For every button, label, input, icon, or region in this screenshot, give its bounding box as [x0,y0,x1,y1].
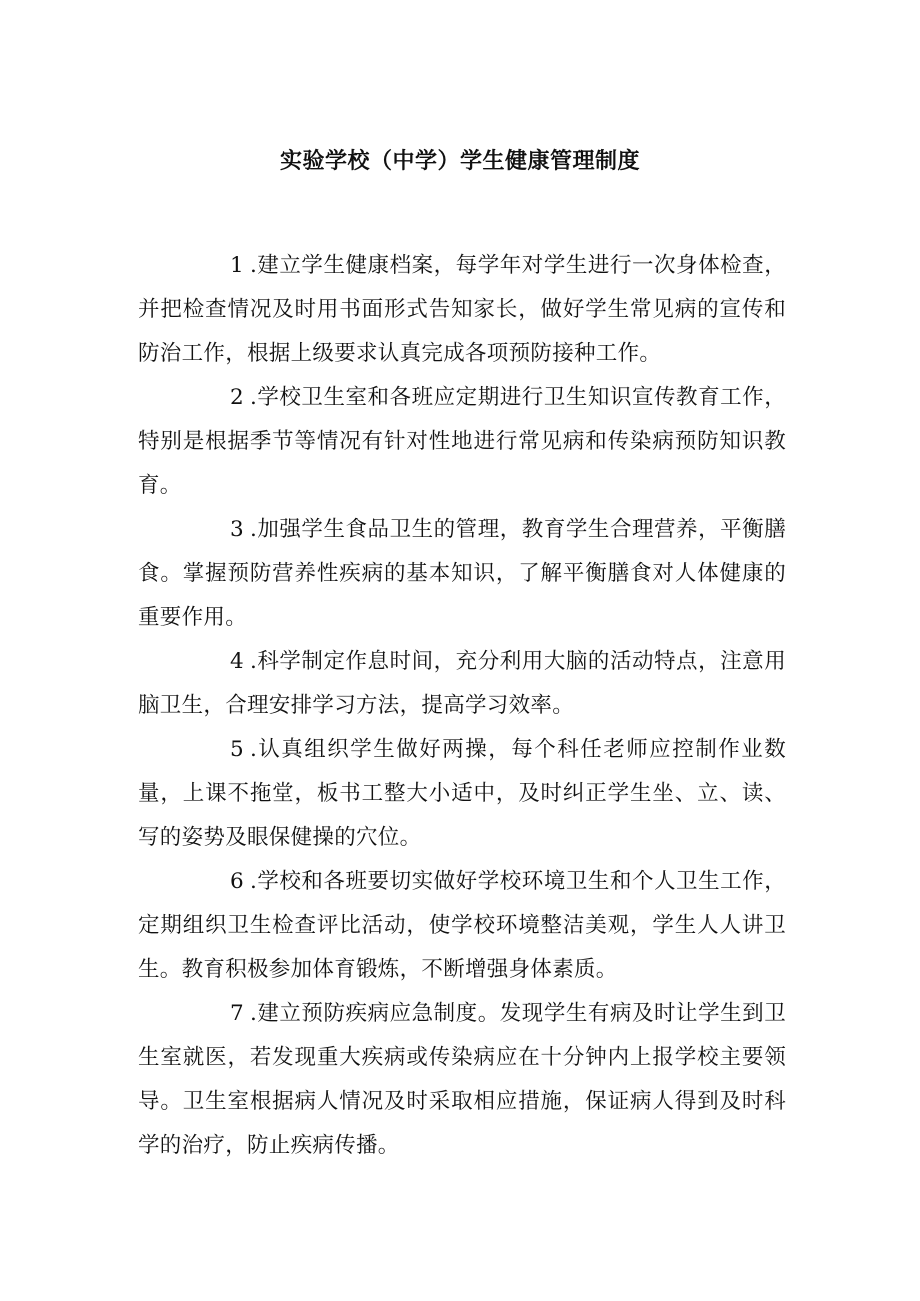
paragraph-7 [138,992,786,1168]
paragraph-number: 4 [230,649,244,674]
paragraph-number: 7 [230,1001,244,1026]
paragraph-text: .加强学生食品卫生的管理，教育学生合理营养，平衡膳食。掌握预防营养性疾病的基本知识，了解平衡膳食对人体健康的重要作用。 [138,517,786,630]
paragraph-3 [138,508,786,640]
paragraph-4 [138,640,786,728]
paragraph-number: 6 [230,869,244,894]
paragraph-text: .科学制定作息时间，充分利用大脑的活动特点，注意用脑卫生，合理安排学习方法，提高学习效率。 [138,649,786,718]
paragraph-text: .学校和各班要切实做好学校环境卫生和个人卫生工作，定期组织卫生检查评比活动，使学校环境整洁美观，学生人人讲卫生。教育积极参加体育锻炼，不断增强身体素质。 [138,869,786,982]
paragraph-text: .学校卫生室和各班应定期进行卫生知识宣传教育工作，特别是根据季节等情况有针对性地进行常见病和传染病预防知识教育。 [138,385,786,498]
document-body [138,244,786,1168]
document-title: 实验学校（中学）学生健康管理制度 [279,149,640,174]
paragraph-1 [138,244,786,376]
paragraph-number: 5 [230,737,244,762]
paragraph-number: 1 [230,253,244,278]
paragraph-5 [138,728,786,860]
paragraph-text: .建立学生健康档案，每学年对学生进行一次身体检查，并把检查情况及时用书面形式告知家长，做好学生常见病的宣传和防治工作，根据上级要求认真完成各项预防接种工作。 [138,253,786,366]
paragraph-2 [138,376,786,508]
paragraph-text: .建立预防疾病应急制度。发现学生有病及时让学生到卫生室就医，若发现重大疾病或传染病应在十分钟内上报学校主要领导。卫生室根据病人情况及时采取相应措施，保证病人得到及时科学的治疗，防止疾病传播。 [138,1001,786,1158]
paragraph-number: 2 [230,385,244,410]
paragraph-6 [138,860,786,992]
paragraph-number: 3 [230,517,244,542]
paragraph-text: .认真组织学生做好两操，每个科任老师应控制作业数量，上课不拖堂，板书工整大小适中，及时纠正学生坐、立、读、写的姿势及眼保健操的穴位。 [138,737,786,850]
